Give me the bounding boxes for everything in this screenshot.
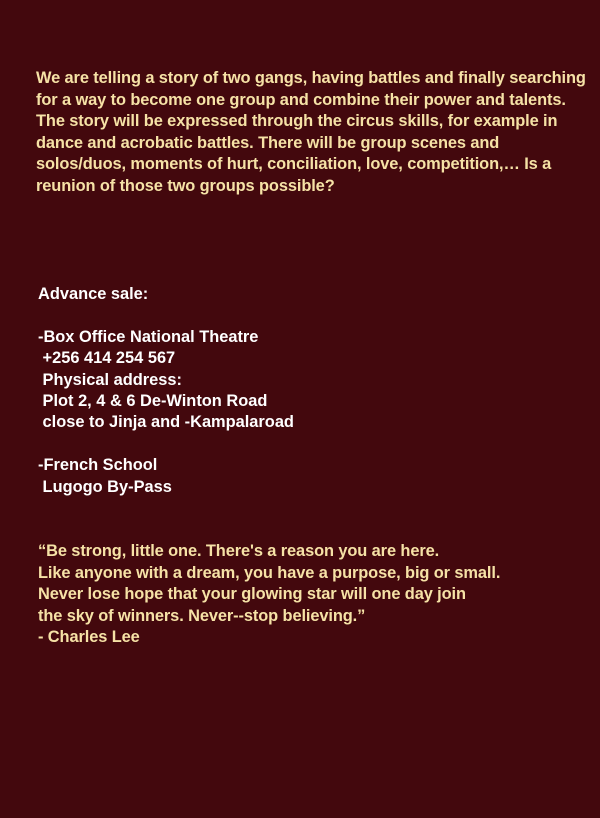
spacer — [38, 434, 600, 455]
french-school-title: -French School — [38, 456, 158, 475]
quote-line: Like anyone with a dream, you have a purpose, big or small. — [38, 563, 501, 582]
box-office-address-line2: close to Jinja and -Kampalaroad — [38, 413, 294, 432]
advance-sale-section — [0, 284, 600, 498]
advance-sale-heading: Advance sale: — [38, 285, 149, 303]
quote-line: the sky of winners. Never--stop believing.” — [38, 606, 366, 625]
box-office-address-label: Physical address: — [38, 370, 182, 389]
quote-section — [0, 541, 600, 649]
quote-line: Never lose hope that your glowing star will one day join — [38, 585, 466, 604]
quote-line: “Be strong, little one. There's a reason you are here. — [38, 542, 440, 560]
box-office-address-line1: Plot 2, 4 & 6 De-Winton Road — [38, 392, 268, 411]
intro-section — [0, 68, 600, 198]
intro-paragraph: We are telling a story of two gangs, having battles and finally searching for a way to become one group and combine their power and talents. The story will be expressed through the circus skills, for example in dance and acrobatic battles. There will be group scenes and solos/duos, moments of hurt, conciliation, love, competition,… Is a reunion of those two groups possible? — [36, 69, 586, 195]
french-school-location: Lugogo By-Pass — [38, 477, 172, 496]
box-office-phone: +256 414 254 567 — [38, 349, 176, 368]
quote-author: - Charles Lee — [38, 628, 140, 647]
box-office-title: -Box Office National Theatre — [38, 327, 259, 346]
spacer — [38, 305, 600, 326]
